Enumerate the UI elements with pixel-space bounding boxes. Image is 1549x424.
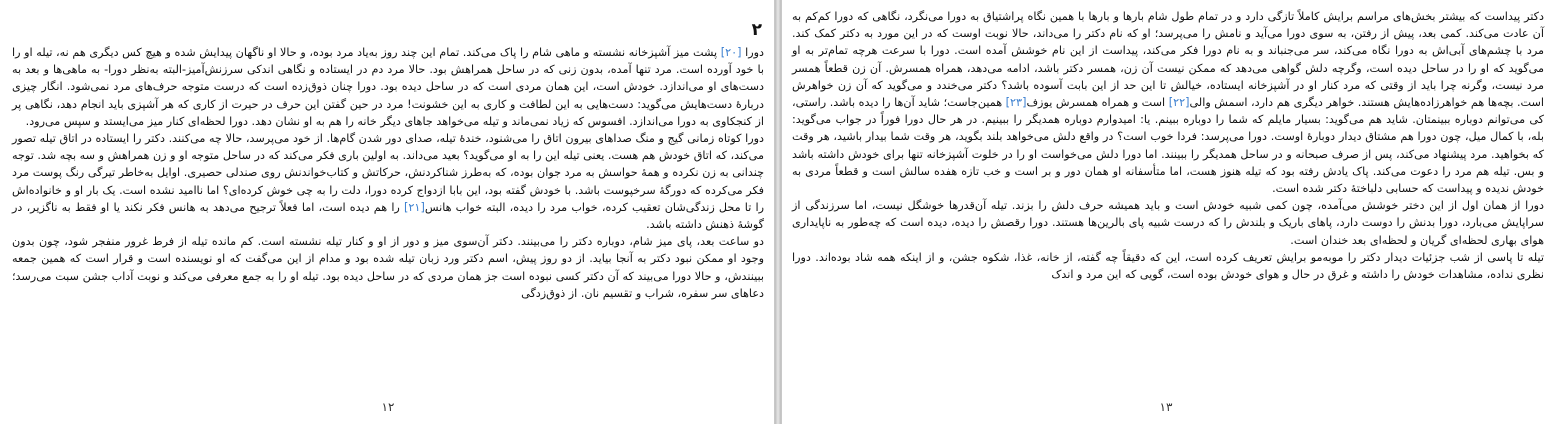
paragraph-text: را هم دیده است، اما فعلاً ترجیح می‌دهد به هانس فکر نکند یا او فقط به ناگزیر، در گوشهٔ ذهنش داشته باشد. [12, 200, 764, 232]
footnote-link[interactable]: [۲۳] [1005, 96, 1027, 110]
page-number-right: ۱۳ [1159, 400, 1173, 414]
paragraph-text: دو ساعت بعد، پای میز شام، دوباره دکتر را می‌بینند. دکتر آن‌سوی میز و دور از او و کنار تیله نشسته است. کم مانده تیله از فرط غرور منفجر شود، چون بدون وجود او ممکن نبود دکتر به آنجا بیاید. از دو روز پیش، اسم دکتر ورد زبان تیله شده بود و مدام از این می‌گفت که او نویسنده است و قرار است که همین جمعه ببینندش، و حالا دورا می‌بیند که آن دکتر کسی نبوده است جز همان مردی که در ساحل دیده بود. تیله او را به جمع معرفی می‌کند و نوبت آداب جشن سبت می‌رسد؛ دعاهای سر سفره، شراب و تقسیم نان. از ذوق‌زدگی [12, 235, 764, 300]
footnote-link[interactable]: [۲۲] [1168, 96, 1190, 110]
paragraph [12, 44, 764, 130]
right-page-body [792, 8, 1544, 283]
paragraph [792, 249, 1544, 283]
paragraph-text: دورا کوتاه زمانی گیج و منگ صداهای بیرون اتاق را می‌شنود، خندهٔ تیله، صدای دور شدن گام‌ها. از خود می‌پرسد، حالا چه می‌کنند. دکتر را ایستاده در اتاق تیله تصور می‌کند، که اتاق خودش هم هست. یعنی تیله این را به او می‌گوید؟ بعید می‌داند. به اولین باری فکر می‌کند که در ساحل متوجه او و زن همراهش و سه بچه شد. توجه چندانی به زن نکرده و همهٔ حواسش به مرد جوان بوده، که به‌طرز شناکردنش، حرکاتش و کتاب‌خواندنش روی صندلی حصیری. اوایل به‌خاطر تیرگی رنگ پوست مرد فکر می‌کرده که دورگهٔ سرخپوست باشد. با خودش گفته بود، این بابا ازدواج کرده دورا، دلت را به چی خوش کرده‌ای؟ اما ناامید نشده است. یک بار او و خانواده‌اش را تا محل زندگی‌شان تعقیب کرده، خواب مرد را دیده، البته خواب هانس [12, 132, 765, 214]
paragraph-text: پشت میز آشپزخانه نشسته و ماهی شام را پاک می‌کند. تمام این چند روز به‌یاد مرد بوده، و حالا او ناگهان پیدایش شده و هیچ کس دیگری هم نه، تیله او را با خود آورده است. مرد تنها آمده، بدون زنی که در ساحل همراهش بود. حالا مرد دم در ایستاده و نگاهی اندکی سرزنش‌آمیز-البته به‌نظر دورا- به ماهی‌ها و بعد به دست‌های او می‌اندازد. خودش است، این همان مردی است که در ساحل دیده بود. دورا چنان ذوق‌زده است که درست متوجه حرف‌های مرد نمی‌شود. انگار چیزی دربارهٔ دست‌هایش می‌گوید: دست‌هایی به این لطافت و کاری به این خشونت! مرد در حین گفتن این حرف در حیرت از کاری که هر آشپزی باید انجام دهد، نگاهی پر از کنجکاوی به دورا می‌اندازد. افسوس که زیاد نمی‌ماند و تیله می‌خواهد جاهای دیگر خانه را هم به او نشان دهد. دورا لحظه‌ای کنار میز می‌ایستد و سپس می‌رود. [12, 46, 764, 128]
chapter-number: ۲ [751, 20, 762, 40]
footnote-link[interactable]: [۲۰] [720, 46, 742, 59]
left-page-body [12, 44, 764, 302]
paragraph [12, 233, 764, 302]
paragraph-text: دورا [741, 46, 764, 59]
page-number-left: ۱۲ [381, 400, 395, 414]
paragraph [792, 8, 1544, 197]
paragraph [12, 130, 764, 233]
right-page [781, 0, 1549, 424]
footnote-link[interactable]: [۲۱] [404, 200, 425, 214]
paragraph-text: است و همراه همسرش یوزف [1026, 96, 1169, 110]
paragraph-text: دکتر پیداست که بیشتر بخش‌های مراسم برایش کاملاً تازگی دارد و در تمام طول شام بارها و بارها با همین نگاه پراشتیاق به دورا می‌نگرد، نگاهی که دورا کم‌کم به آن عادت می‌کند. کمی بعد، پیش از رفتن، به سوی دورا می‌آید و نامش را می‌پرسد؛ او که نام دکتر را می‌داند، حالا نوبت اوست که در این مورد به دکتر کمک کند. مرد با چشم‌های آبی‌اش به دورا نگاه می‌کند، سر می‌جنباند و به نام دورا فکر می‌کند، پیداست از این نام خوشش آمده است. دورا با سرعت هرچه تمام‌تر به او می‌گوید که او را در ساحل دیده است، وگرچه دلش گواهی می‌دهد که ممکن نیست آن زن، همسر دکتر باشد، ادامه می‌دهد، همراه همسرش. آن زن قطعاً همسر مرد نیست، وگرنه چرا باید از وقتی که مرد کنار او در آشپزخانه ایستاده، خیالش تا این حد از این بابت آسوده باشد؟ دکتر می‌خندد و می‌گوید که آن زن خواهرش است. بچه‌ها هم خواهرزاده‌هایش هستند. خواهر دیگری هم دارد، اسمش والی [792, 10, 1545, 110]
paragraph-text: دورا از همان اول از این دختر خوشش می‌آمده، چون کمی شبیه خودش است و باید همیشه حرف دلش را بزند. تیله آن‌قدرها خوشگل نیست، اما سرزندگی از سراپایش می‌بارد، دورا بدنش را دوست دارد، پاهای باریک و بلندش را که درست شبیه پای بالرین‌ها هستند. دورا رقصش را دیده، دیده است که چه‌طور به ناپایداری هوای بهاری لحظه‌ای گریان و لحظه‌ای بعد خندان است. [792, 199, 1544, 247]
paragraph [792, 197, 1544, 249]
paragraph-text: تیله تا پاسی از شب جزئیات دیدار دکتر را موبه‌مو برایش تعریف کرده است، این که دقیقاً چه گفته، از خانه، غذا، شکوه جشن، و از اینکه همه شاد بوده‌اند. دورا نظری نداده، مشاهدات خودش را داشته و غرق در حال و هوای خودش بوده است، گویی که این مرد و اندک [792, 250, 1544, 282]
paragraph-text: همین‌جاست؛ شاید آن‌ها را دیده باشد. راستی، کی می‌توانم دوباره ببینمتان. شاید هم می‌گوید: بسیار مایلم که شما را دوباره ببینم. یا: امیدوارم دوباره همدیگر را ببینیم. در هر حال دورا فوراً در جواب می‌گوید: بله، با کمال میل، چون دورا هم مشتاق دیدار دوبارهٔ اوست. دورا می‌پرسد: فردا خوب است؟ در واقع دلش می‌خواهد بلند بگوید، هر وقت شما بیدار باشید، هر وقت که بخواهید. مرد پیشنهاد می‌کند، پس از صرف صبحانه و در ساحل همدیگر را ببینند. اما دورا دلش می‌خواست او را در خلوت آشپزخانه تنها برای خودش داشته باشد و بس. تیله هم مرد را دعوت می‌کند. پاک یادش رفته بود که تیله هنوز هست، اما متأسفانه او همان دور و بر است و خب تازه هفده سالش است و قطعاً مردی به خودش ندیده و پیداست که حسابی دلباختهٔ دکتر شده است. [792, 96, 1544, 196]
